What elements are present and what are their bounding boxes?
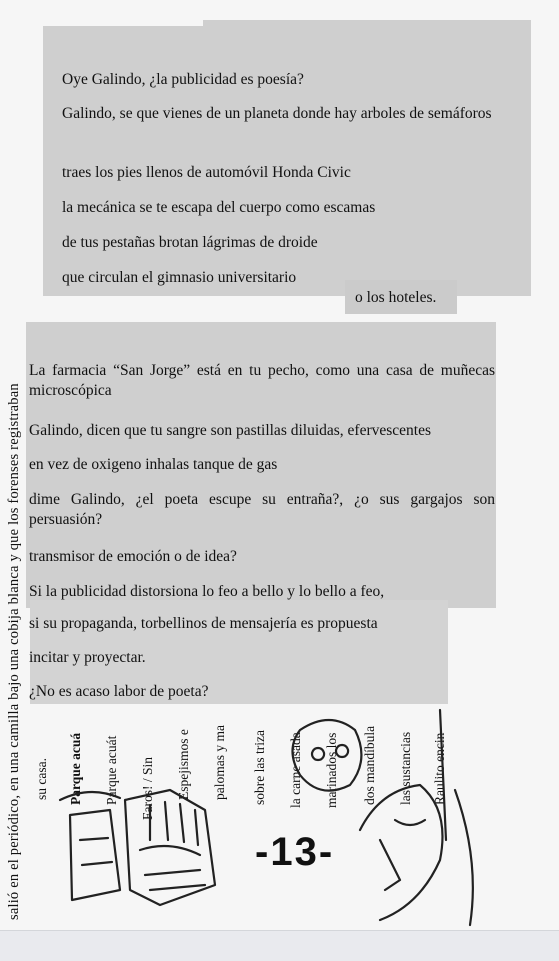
pencil-doodle <box>0 690 559 930</box>
column-fragment: Raulito encin <box>432 732 447 805</box>
column-fragment: Espejismos e <box>176 729 191 800</box>
poem-line: traes los pies llenos de automóvil Honda Civic <box>62 164 351 181</box>
column-fragment: Faros! / Sin <box>140 756 155 820</box>
viewer-bottom-bar <box>0 930 559 961</box>
poem-line: en vez de oxigeno inhalas tanque de gas <box>29 456 278 473</box>
poem-line: Galindo, dicen que tu sangre son pastillas diluidas, efervescentes <box>29 422 432 439</box>
poem-line: la mecánica se te escapa del cuerpo como escamas <box>62 199 376 216</box>
poem-line: de tus pestañas brotan lágrimas de droide <box>62 234 318 251</box>
column-fragment: palomas y ma <box>212 725 227 800</box>
poem-line: La farmacia “San Jorge” está en tu pecho, como una casa de muñecas microscópica <box>29 362 495 399</box>
poem-line-tail: o los hoteles. <box>355 289 437 306</box>
column-fragment: sobre las triza <box>252 730 267 805</box>
poem-line: dime Galindo, ¿el poeta escupe su entraña?, ¿o sus gargajos son persuasión? <box>29 491 495 528</box>
poem-line: Oye Galindo, ¿la publicidad es poesía? <box>62 71 304 88</box>
poem-line: Si la publicidad distorsiona lo feo a bello y lo bello a feo, <box>29 583 385 600</box>
column-fragment: la carne asada <box>288 732 303 808</box>
side-vertical-text: salió en el periódico, en una camilla bajo una cobija blanca y que los forenses registraban <box>6 383 22 920</box>
column-fragment: Parque acuá <box>68 732 83 805</box>
poem-line: transmisor de emoción o de idea? <box>29 548 237 565</box>
page-number: -13- <box>255 830 335 874</box>
poem-line: que circulan el gimnasio universitario <box>62 269 297 286</box>
column-fragment: Parque acuát <box>104 735 119 805</box>
column-fragment: dos mandíbula <box>362 725 377 805</box>
poem-line: incitar y proyectar. <box>29 649 146 666</box>
poem-line: ¿No es acaso labor de poeta? <box>29 683 209 700</box>
clipping-1 <box>43 26 531 296</box>
clipping-1-top <box>203 20 531 40</box>
column-fragment: marinados los <box>324 732 339 808</box>
column-fragment: las sustancias <box>398 731 413 805</box>
column-fragment: su casa. <box>34 758 49 800</box>
poem-line: Galindo, se que vienes de un planeta donde hay arboles de semáforos <box>62 105 492 122</box>
poem-line: si su propaganda, torbellinos de mensajería es propuesta <box>29 615 378 632</box>
